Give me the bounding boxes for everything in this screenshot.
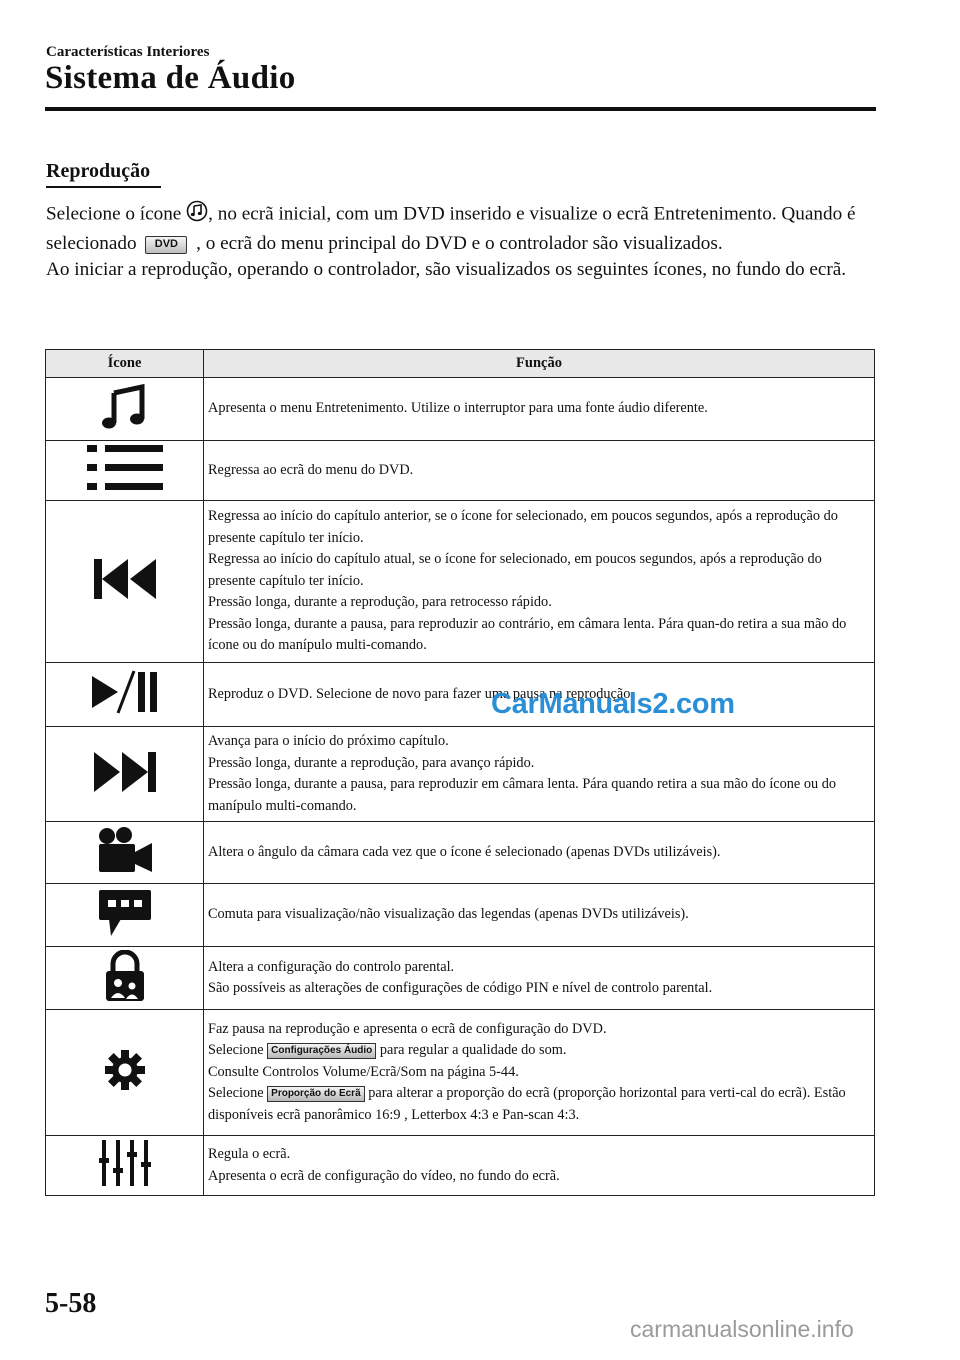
description-line: Pressão longa, durante a pausa, para reproduzir ao contrário, em câmara lenta. Pára quan-do retira a sua mão do ícone ou do manípulo multi-comando. bbox=[208, 615, 847, 654]
subheading: Reprodução bbox=[46, 160, 151, 182]
screen-ratio-button-graphic: Proporção do Ecrã bbox=[267, 1086, 364, 1102]
table-row bbox=[46, 884, 875, 947]
subtitle-icon bbox=[97, 888, 153, 938]
description-line: Pressão longa, durante a pausa, para reproduzir em câmara lenta. Pára quando retira a sua mão do ícone ou do manípulo multi-comando. bbox=[208, 776, 837, 814]
parental-lock-icon bbox=[102, 950, 148, 1002]
table-row bbox=[46, 822, 875, 884]
table-cell-description bbox=[204, 727, 875, 822]
table-cell-icon bbox=[46, 441, 204, 501]
table-row bbox=[46, 947, 875, 1010]
table-cell-description bbox=[204, 947, 875, 1010]
description-text-part: Selecione bbox=[208, 1085, 268, 1102]
table-cell-description bbox=[204, 822, 875, 884]
description-line: Faz pausa na reprodução e apresenta o ecrã de configuração do DVD. bbox=[208, 1020, 607, 1037]
table-cell-icon bbox=[46, 727, 204, 822]
table-cell-icon bbox=[46, 947, 204, 1010]
skip-back-icon bbox=[92, 557, 158, 601]
description-line: Apresenta o menu Entretenimento. Utilize o interruptor para uma fonte áudio diferente. bbox=[208, 400, 708, 417]
menu-list-icon bbox=[85, 443, 165, 493]
section-label: Características Interiores bbox=[46, 44, 210, 60]
description-line: Regressa ao início do capítulo atual, se o ícone for selecionado, em poucos segundos, após a reprodução do presente capítulo ter início. bbox=[208, 551, 822, 589]
table-cell-icon bbox=[46, 378, 204, 441]
table-row bbox=[46, 501, 875, 663]
table-row bbox=[46, 1010, 875, 1136]
page-title: Sistema de Áudio bbox=[45, 60, 296, 96]
table-row bbox=[46, 663, 875, 727]
settings-gear-icon bbox=[103, 1048, 147, 1092]
subheading-underline bbox=[46, 186, 161, 188]
description-text-part: Selecione bbox=[208, 1042, 268, 1059]
description-line: Regula o ecrã. bbox=[208, 1146, 291, 1162]
column-header-function: Função bbox=[204, 350, 875, 378]
screen-adjust-sliders-icon bbox=[99, 1138, 151, 1188]
description-line: São possíveis as alterações de configurações de código PIN e nível de controlo parental. bbox=[208, 980, 713, 996]
music-note-icon bbox=[100, 383, 150, 431]
description-line: Comuta para visualização/não visualização das legendas (apenas DVDs utilizáveis). bbox=[208, 906, 689, 923]
table-cell-description bbox=[204, 1136, 875, 1196]
entertainment-note-icon bbox=[186, 200, 208, 231]
table-cell-description bbox=[204, 884, 875, 947]
description-text-part: para alterar a proporção do ecrã (proporção horizontal para verti-cal do ecrã). Estão disponíveis ecrã panorâmico 16:9 , Letterbox 4:3 e Pan-scan 4:3. bbox=[208, 1085, 846, 1123]
skip-forward-icon bbox=[92, 750, 158, 794]
title-rule bbox=[45, 107, 876, 111]
table-row bbox=[46, 441, 875, 501]
table-cell-icon bbox=[46, 501, 204, 663]
table-row bbox=[46, 378, 875, 441]
dvd-button-graphic: DVD bbox=[145, 236, 187, 254]
icon-function-table bbox=[45, 349, 875, 1196]
description-line bbox=[208, 1083, 869, 1126]
table-cell-icon bbox=[46, 1010, 204, 1136]
description-line: Consulte Controlos Volume/Ecrã/Som na página 5-44. bbox=[208, 1063, 519, 1080]
watermark: CarManuals2.com bbox=[491, 688, 735, 720]
table-cell-icon bbox=[46, 884, 204, 947]
page-number: 5-58 bbox=[45, 1288, 97, 1319]
intro-paragraph-2: Ao iniciar a reprodução, operando o controlador, são visualizados os seguintes ícones, no fundo do ecrã. bbox=[46, 259, 847, 280]
column-header-icon: Ícone bbox=[46, 350, 204, 378]
description-text-part: para regular a qualidade do som. bbox=[376, 1042, 567, 1059]
table-row bbox=[46, 1136, 875, 1196]
table-row bbox=[46, 727, 875, 822]
site-watermark: carmanualsonline.info bbox=[630, 1316, 854, 1342]
table-cell-description bbox=[204, 378, 875, 441]
description-line: Avança para o início do próximo capítulo. bbox=[208, 733, 449, 749]
audio-settings-button-graphic: Configurações Áudio bbox=[267, 1043, 376, 1059]
table-cell-icon bbox=[46, 663, 204, 727]
table-cell-description bbox=[204, 1010, 875, 1136]
description-line: Apresenta o ecrã de configuração do vídeo, no fundo do ecrã. bbox=[208, 1167, 560, 1184]
table-cell-icon bbox=[46, 1136, 204, 1196]
description-line: Altera o ângulo da câmara cada vez que o ícone é selecionado (apenas DVDs utilizáveis). bbox=[208, 843, 721, 860]
intro-text-part: Selecione o ícone bbox=[46, 203, 187, 225]
intro-text-part: , no ecrã inicial, com um DVD inserido e visualize o ecrã Entretenimento. Quando é selecionado bbox=[46, 203, 856, 254]
description-line: Reproduz o DVD. Selecione de novo para fazer uma pausa na reprodução. bbox=[208, 685, 634, 702]
description-line: Altera a configuração do controlo parental. bbox=[208, 958, 455, 975]
description-line bbox=[208, 1040, 869, 1062]
play-pause-icon bbox=[88, 669, 162, 715]
description-line: Regressa ao início do capítulo anterior, se o ícone for selecionado, em poucos segundos, após a reprodução do presente capítulo ter início. bbox=[208, 508, 838, 546]
table-cell-description bbox=[204, 501, 875, 663]
description-line: Regressa ao ecrã do menu do DVD. bbox=[208, 461, 414, 478]
intro-text-part: , o ecrã do menu principal do DVD e o controlador são visualizados. bbox=[191, 232, 723, 254]
table-cell-description bbox=[204, 441, 875, 501]
intro-paragraph-1 bbox=[46, 200, 886, 257]
table-cell-icon bbox=[46, 822, 204, 884]
description-line: Pressão longa, durante a reprodução, para avanço rápido. bbox=[208, 754, 535, 771]
description-line: Pressão longa, durante a reprodução, para retrocesso rápido. bbox=[208, 594, 552, 611]
camera-angle-icon bbox=[96, 826, 154, 874]
intro-text bbox=[46, 200, 886, 284]
table-header-row bbox=[46, 350, 875, 378]
